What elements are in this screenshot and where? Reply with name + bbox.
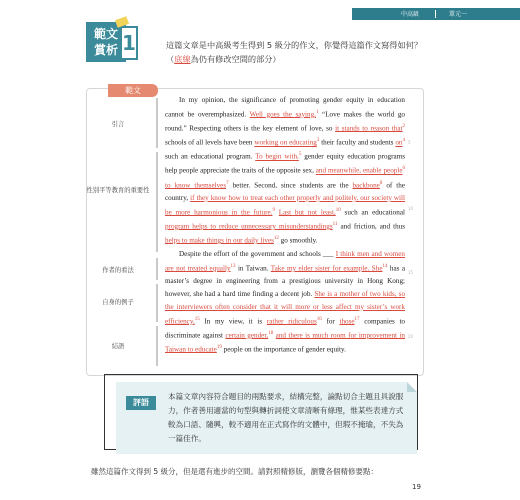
footer-note: 雖然這篇作文得到 5 級分，但是還有進步的空間。請對照精修版，瀏覽各個精修要點： [91, 467, 379, 476]
intro-line2-rest: 為仍有修改空間的部分） [190, 54, 281, 64]
essay-segment: schools of all levels have been [165, 138, 255, 147]
essay-segment: “Love makes the world go round.” Respecting others is the key element of love, so [165, 110, 405, 133]
badge-line2: 賞析 [93, 43, 118, 57]
revision-marker: 14 [382, 263, 388, 269]
intro-underline-word: 底線 [174, 54, 191, 64]
revision-marker: 7 [226, 180, 229, 186]
header-divider [435, 10, 436, 18]
revision-highlight: She is a mother of two kids, so the interviewers often consider that it will more or less affect my sister’s work efficiency. [165, 289, 406, 325]
revision-highlight: if they know how to treat each other properly and politely, our society will be more harmonious in the future. [165, 193, 405, 216]
header-bar [352, 8, 520, 20]
essay-segment: and friction, and thus [337, 222, 406, 231]
line-number: 20 [408, 334, 414, 339]
revision-highlight: program helps to reduce unnecessary misunderstandings [165, 222, 333, 231]
revision-marker: 16 [316, 316, 322, 322]
revision-marker: 1 [315, 109, 319, 115]
label-conclusion: 結語 [111, 343, 125, 350]
intro-line1: 這篇文章是中高級考生得到 5 級分的作文，你覺得這篇作文寫得如何？ [166, 40, 423, 50]
revision-highlight: Last but not least, [278, 208, 336, 216]
comment-box [116, 382, 417, 454]
essay-segment: In my view, it is [199, 316, 267, 325]
revision-marker: 10 [335, 207, 341, 213]
sample-essay-tag: 範文 [108, 84, 158, 97]
line-number: 10 [408, 206, 414, 211]
revision-marker: 9 [272, 207, 275, 213]
intro-question [166, 38, 422, 66]
line-number: 15 [408, 270, 414, 275]
intro-paren: （ [166, 54, 175, 64]
badge-line1: 範文 [93, 27, 118, 41]
revision-marker: 12 [273, 235, 279, 241]
badge-number: 1 [120, 26, 138, 60]
header-level: 中高級 [401, 11, 420, 18]
revision-marker: 19 [216, 344, 222, 350]
revision-marker: 11 [332, 221, 338, 227]
revision-marker: 2 [402, 123, 406, 129]
line-number: 5 [408, 140, 411, 145]
revision-highlight: on [395, 138, 403, 147]
revision-marker: 8 [379, 180, 383, 186]
revision-highlight: to know themselves [165, 181, 227, 190]
revision-highlight: it stands to reason that [335, 124, 403, 133]
header-unit: 單元一 [449, 11, 468, 18]
revision-highlight: backbone [352, 181, 380, 190]
revision-marker: 3 [316, 138, 320, 144]
revision-marker: 5 [298, 152, 302, 158]
essay-segment: such an educational [340, 208, 405, 216]
essay-segment: people on the importance of gender equity. [221, 345, 346, 354]
revision-highlight: working on educating [254, 138, 317, 147]
revision-highlight: those [339, 316, 355, 325]
label-intro: 引言 [111, 121, 125, 128]
intro-line2 [166, 52, 422, 66]
essay-segment: companies to discriminate against [165, 316, 406, 340]
essay-segment: In my opinion, the significance of promoting gender equity in education cannot be overemphasized. [165, 96, 405, 119]
bracket-example [156, 284, 158, 322]
essay-segment: for [321, 316, 340, 325]
section-badge [86, 22, 134, 76]
page-fold-icon [407, 382, 417, 392]
revision-highlight: Well goes the saying, [249, 110, 316, 119]
revision-highlight: certain gender, [225, 331, 269, 340]
essay-paragraph-1 [165, 94, 405, 247]
revision-marker: 13 [230, 263, 236, 269]
comment-body: 本篇文章內容符合題目的兩點要求，結構完整，論點切合主題且具說服力，作者善用適當的句型與轉折詞使文章清晰有條理，惟某些表達方式較為口語、隨興，較不適用在正式寫作的文體中，但瑕不掩瑜，不失為一篇佳作。 [168, 392, 404, 443]
label-opinion: 作者的看法 [102, 267, 134, 274]
essay-segment: better. Second, since students are the [228, 181, 353, 190]
revision-marker: 15 [194, 316, 200, 322]
revision-highlight: Take my elder sister for example. She [270, 264, 383, 273]
revision-highlight: To begin with, [255, 152, 299, 161]
essay-segment: has a master’s degree in engineering from a prestigious university in Hong Kong; however, she had a hard time finding a decent job. [165, 264, 405, 298]
revision-highlight: I think men and women are not treated equally [165, 250, 405, 273]
essay-segment: in Taiwan. [235, 264, 271, 273]
essay-paragraph-2 [165, 248, 405, 356]
essay-segment: go smoothly. [278, 236, 318, 245]
revision-marker: 17 [354, 316, 360, 322]
essay-segment: Despite the effort of the government and schools ___ [179, 250, 336, 259]
label-importance: 性別平等教育的重要性 [86, 187, 150, 194]
essay-segment: their faculty and students [319, 138, 396, 147]
essay-segment: gender equity education programs help people appreciate the traits of the opposite sex, [165, 152, 405, 175]
revision-highlight: rather ridiculous [266, 316, 317, 325]
bracket-intro [156, 98, 158, 148]
revision-marker: 6 [402, 166, 405, 172]
label-example: 自身的例子 [102, 299, 134, 306]
bracket-importance [156, 152, 158, 252]
essay-segment: such an educational program. [165, 152, 256, 161]
revision-highlight: and there is much room for improvement in Taiwan to educate [165, 331, 406, 354]
revision-marker: 18 [268, 330, 274, 336]
comment-heading: 評語 [126, 396, 156, 410]
revision-highlight: and meanwhile, enable people [315, 166, 403, 175]
bracket-conclusion [156, 326, 158, 366]
essay-text [165, 94, 405, 356]
revision-highlight: helps to make things in our daily lives [165, 236, 274, 245]
revision-marker: 4 [402, 138, 405, 144]
essay-segment: of the country, [165, 181, 405, 202]
bracket-opinion [156, 258, 158, 280]
page-number: 19 [412, 483, 421, 491]
